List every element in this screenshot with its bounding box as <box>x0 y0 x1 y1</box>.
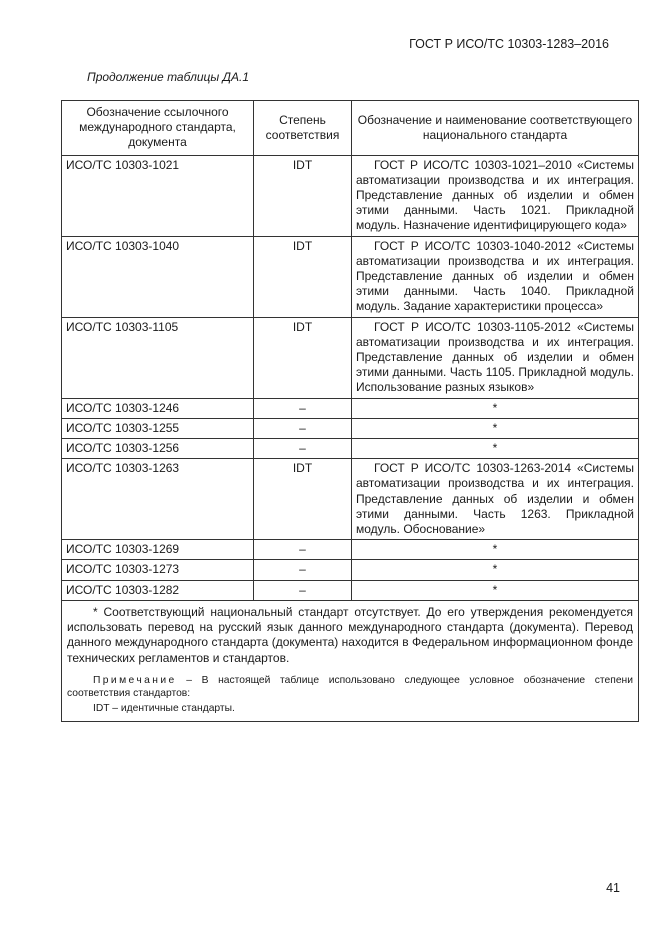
cell-reference: ИСО/ТС 10303-1040 <box>62 236 254 317</box>
cell-degree: IDT <box>254 236 352 317</box>
cell-degree: IDT <box>254 317 352 398</box>
cell-degree: – <box>254 439 352 459</box>
column-header-reference: Обозначение ссылочного международного стандарта, документа <box>62 101 254 156</box>
table-note <box>67 674 633 700</box>
cell-national: * <box>352 560 639 580</box>
table-header-row <box>62 101 639 156</box>
cell-national: ГОСТ Р ИСО/ТС 10303-1021–2010 «Системы автоматизации производства и их интеграция. Представление данных об изделии и обмен этими данными. Часть 1021. Прикладной модуль. Назначение идентифицирующего кода» <box>352 155 639 236</box>
cell-national: * <box>352 540 639 560</box>
cell-reference: ИСО/ТС 10303-1282 <box>62 580 254 600</box>
column-header-degree: Степень соответствия <box>254 101 352 156</box>
table-row <box>62 540 639 560</box>
table-footnote-cell <box>62 600 639 721</box>
cell-national: ГОСТ Р ИСО/ТС 10303-1105-2012 «Системы автоматизации производства и их интеграция. Представление данных об изделии и обмен этими данными. Часть 1105. Прикладной модуль. Использование разных языков» <box>352 317 639 398</box>
cell-reference: ИСО/ТС 10303-1273 <box>62 560 254 580</box>
cell-degree: – <box>254 580 352 600</box>
table-continuation-caption: Продолжение таблицы ДА.1 <box>87 70 250 84</box>
cell-reference: ИСО/ТС 10303-1021 <box>62 155 254 236</box>
table-row <box>62 580 639 600</box>
cell-national: * <box>352 580 639 600</box>
note-label: Примечание <box>93 674 177 686</box>
column-header-national: Обозначение и наименование соответствующего национального стандарта <box>352 101 639 156</box>
cell-degree: – <box>254 540 352 560</box>
cell-national: ГОСТ Р ИСО/ТС 10303-1040-2012 «Системы автоматизации производства и их интеграция. Представление данных об изделии и обмен этими данными. Часть 1040. Прикладной модуль. Задание характеристики процесса» <box>352 236 639 317</box>
cell-degree: – <box>254 560 352 580</box>
cell-national: * <box>352 439 639 459</box>
table-row <box>62 398 639 418</box>
reference-standards-table <box>61 100 639 722</box>
table-row <box>62 155 639 236</box>
table-row <box>62 439 639 459</box>
table-row <box>62 317 639 398</box>
cell-degree: IDT <box>254 459 352 540</box>
cell-reference: ИСО/ТС 10303-1246 <box>62 398 254 418</box>
footnote-text: * Соответствующий национальный стандарт отсутствует. До его утверждения рекомендуется использовать перевод на русский язык данного международного стандарта (документа). Перевод данного международного стандарта (документа) находится в Федеральном информационном фонде технических регламентов и стандартов. <box>67 604 633 665</box>
cell-reference: ИСО/ТС 10303-1263 <box>62 459 254 540</box>
document-standard-header: ГОСТ Р ИСО/ТС 10303-1283–2016 <box>409 37 609 51</box>
cell-degree: IDT <box>254 155 352 236</box>
note-idt-definition: IDT – идентичные стандарты. <box>93 702 235 714</box>
note-text: – В настоящей таблице использовано следующее условное обозначение степени соответствия стандартов: <box>67 674 633 699</box>
page-number: 41 <box>606 881 620 895</box>
table-row <box>62 560 639 580</box>
cell-reference: ИСО/ТС 10303-1269 <box>62 540 254 560</box>
cell-national: ГОСТ Р ИСО/ТС 10303-1263-2014 «Системы автоматизации производства и их интеграция. Представление данных об изделии и обмен этими данными. Часть 1263. Прикладной модуль. Обоснование» <box>352 459 639 540</box>
cell-reference: ИСО/ТС 10303-1105 <box>62 317 254 398</box>
table-footnote-row <box>62 600 639 721</box>
cell-degree: – <box>254 398 352 418</box>
cell-reference: ИСО/ТС 10303-1255 <box>62 418 254 438</box>
table-row <box>62 418 639 438</box>
cell-reference: ИСО/ТС 10303-1256 <box>62 439 254 459</box>
cell-national: * <box>352 398 639 418</box>
table-row <box>62 459 639 540</box>
table-row <box>62 236 639 317</box>
cell-degree: – <box>254 418 352 438</box>
cell-national: * <box>352 418 639 438</box>
